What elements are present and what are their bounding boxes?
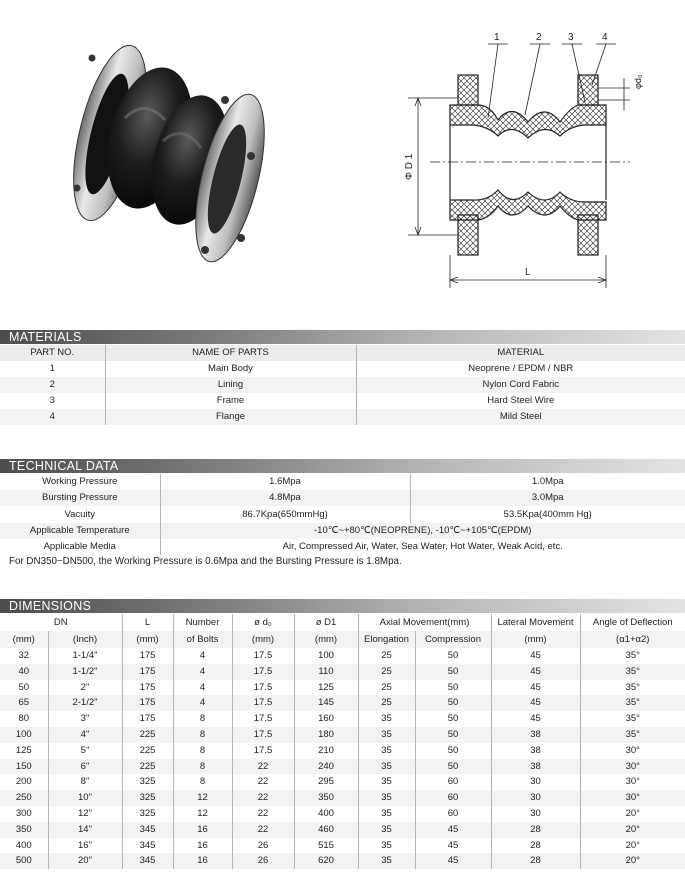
- tech-label: Working Pressure: [42, 476, 118, 488]
- bolt-hole-d0: 22: [232, 806, 294, 822]
- dn-inch: 6": [48, 759, 122, 775]
- lateral: 28: [491, 838, 580, 854]
- bolt-count: 4: [173, 648, 232, 664]
- dn-inch: 2": [48, 680, 122, 696]
- compression: 60: [415, 790, 491, 806]
- outer-d1: 145: [294, 695, 358, 711]
- elongation: 25: [358, 648, 415, 664]
- bolt-hole-d0: 17.5: [232, 711, 294, 727]
- materials-table: [0, 345, 685, 425]
- table-row: [0, 774, 685, 790]
- dn-inch: 16": [48, 838, 122, 854]
- lateral: 38: [491, 759, 580, 775]
- table-row: [0, 822, 685, 838]
- outer-d1: 620: [294, 853, 358, 869]
- bolt-count: 8: [173, 711, 232, 727]
- outer-d1: 180: [294, 727, 358, 743]
- dn-mm: 50: [0, 680, 48, 696]
- angle: 30°: [580, 790, 685, 806]
- bolt-hole-d0: 26: [232, 838, 294, 854]
- elongation: 35: [358, 790, 415, 806]
- length: 345: [122, 822, 173, 838]
- compression: 60: [415, 806, 491, 822]
- part-name: Flange: [105, 409, 356, 425]
- angle: 35°: [580, 680, 685, 696]
- header-l-unit: (mm): [122, 631, 173, 648]
- tech-label: Vacuity: [64, 508, 95, 520]
- length: 225: [122, 759, 173, 775]
- elongation: 35: [358, 853, 415, 869]
- dn-mm: 32: [0, 648, 48, 664]
- dn-inch: 1-1/4": [48, 648, 122, 664]
- compression: 50: [415, 648, 491, 664]
- bolt-count: 8: [173, 743, 232, 759]
- lateral: 30: [491, 806, 580, 822]
- lateral: 45: [491, 695, 580, 711]
- outer-d1: 210: [294, 743, 358, 759]
- elongation: 35: [358, 759, 415, 775]
- part-name: Frame: [105, 393, 356, 409]
- lateral: 45: [491, 664, 580, 680]
- dimensions-table: [0, 614, 685, 869]
- outer-d1: 400: [294, 806, 358, 822]
- dn-mm: 500: [15, 855, 32, 867]
- callout-3: 3: [568, 32, 574, 43]
- bolt-count: 12: [173, 790, 232, 806]
- outer-d1: 110: [294, 664, 358, 680]
- dn-mm: 200: [0, 774, 48, 790]
- header-name-of-parts: NAME OF PARTS: [105, 345, 356, 361]
- length: 345: [122, 838, 173, 854]
- length: 175: [122, 695, 173, 711]
- dn-mm: 150: [15, 760, 32, 772]
- angle: 20°: [580, 853, 685, 869]
- outer-d1: 350: [294, 790, 358, 806]
- tech-label: Bursting Pressure: [41, 492, 118, 504]
- elongation: 35: [358, 743, 415, 759]
- tech-value-1: 86.7Kpa(650mmHg): [160, 506, 410, 522]
- d1-label: Φ D 1: [404, 153, 415, 180]
- tech-value-2: 53.5Kpa(400mm Hg): [410, 506, 685, 522]
- compression: 50: [415, 727, 491, 743]
- bolt-hole-d0: 17.5: [232, 648, 294, 664]
- tech-value-span: -10℃~+80℃(NEOPRENE), -10℃~+105℃(EPDM): [160, 523, 685, 539]
- compression: 50: [415, 711, 491, 727]
- cross-section-drawing: [380, 30, 655, 298]
- header-inch: (Inch): [48, 631, 122, 648]
- elongation: 25: [358, 664, 415, 680]
- dn-inch: 4": [48, 727, 122, 743]
- header-axial: Axial Movement(mm): [358, 614, 491, 631]
- bolt-hole-d0: 17.5: [232, 727, 294, 743]
- bolt-count: 4: [173, 695, 232, 711]
- outer-d1: 460: [294, 822, 358, 838]
- header-angle: Angle of Deflection: [580, 614, 685, 631]
- dn-mm: 400: [0, 838, 48, 854]
- compression: 50: [415, 759, 491, 775]
- angle: 35°: [580, 711, 685, 727]
- angle: 20°: [580, 822, 685, 838]
- compression: 45: [415, 822, 491, 838]
- angle: 20°: [580, 838, 685, 854]
- dn-mm: 350: [15, 823, 32, 835]
- part-material: Neoprene / EPDM / NBR: [356, 361, 685, 377]
- angle: 35°: [580, 695, 685, 711]
- bolt-hole-d0: 22: [232, 759, 294, 775]
- length: 175: [122, 664, 173, 680]
- bolt-hole-d0: 22: [232, 774, 294, 790]
- table-row: [0, 361, 685, 377]
- table-row: [0, 727, 685, 743]
- bolt-count: 16: [173, 838, 232, 854]
- length: 175: [122, 680, 173, 696]
- pressure-note: For DN350~DN500, the Working Pressure is 0.6Mpa and the Bursting Pressure is 1.8Mpa.: [9, 556, 402, 567]
- part-material: Hard Steel Wire: [356, 393, 685, 409]
- tech-value-span: Air, Compressed Air, Water, Sea Water, Hot Water, Weak Acid, etc.: [160, 539, 685, 555]
- lateral: 28: [491, 822, 580, 838]
- tech-label: Applicable Media: [43, 540, 116, 552]
- dn-mm: 65: [18, 697, 30, 709]
- elongation: 35: [358, 806, 415, 822]
- table-row: [0, 648, 685, 664]
- bolt-hole-d0: 26: [232, 853, 294, 869]
- tech-value-2: 1.0Mpa: [410, 474, 685, 490]
- compression: 50: [415, 743, 491, 759]
- header-dn: DN: [0, 614, 122, 631]
- outer-d1: 240: [294, 759, 358, 775]
- elongation: 25: [358, 680, 415, 696]
- header-material: MATERIAL: [356, 345, 685, 361]
- compression: 45: [415, 838, 491, 854]
- elongation: 35: [358, 838, 415, 854]
- outer-d1: 295: [294, 774, 358, 790]
- angle: 30°: [580, 743, 685, 759]
- lateral: 30: [491, 774, 580, 790]
- bolt-count: 12: [173, 806, 232, 822]
- dn-mm: 100: [15, 728, 32, 740]
- bolt-hole-d0: 17.5: [232, 680, 294, 696]
- header-d0-unit: (mm): [232, 631, 294, 648]
- elongation: 35: [358, 727, 415, 743]
- dn-inch: 12": [48, 806, 122, 822]
- table-row: [0, 539, 685, 555]
- table-row: [0, 680, 685, 696]
- dimensions-header-row-1: [0, 614, 685, 631]
- angle: 30°: [580, 774, 685, 790]
- header-angle-unit: (α1+α2): [580, 631, 685, 648]
- header-of-bolts: of Bolts: [173, 631, 232, 648]
- l-label: L: [525, 267, 531, 278]
- part-no: 3: [49, 394, 55, 406]
- compression: 45: [415, 853, 491, 869]
- part-no: 2: [49, 378, 55, 390]
- table-row: [0, 393, 685, 409]
- length: 225: [122, 743, 173, 759]
- length: 175: [122, 648, 173, 664]
- materials-section-bar: [0, 330, 685, 344]
- lateral: 28: [491, 853, 580, 869]
- header-d1: ø D1: [294, 614, 358, 631]
- technical-title: TECHNICAL DATA: [9, 459, 119, 473]
- dn-mm: 250: [15, 792, 32, 804]
- part-material: Mild Steel: [356, 409, 685, 425]
- dimensions-title: DIMENSIONS: [9, 599, 92, 613]
- header-elongation: Elongation: [358, 631, 415, 648]
- dn-mm: 125: [0, 743, 48, 759]
- dn-mm: 300: [0, 806, 48, 822]
- header-compression: Compression: [415, 631, 491, 648]
- lateral: 30: [491, 790, 580, 806]
- part-name: Main Body: [105, 361, 356, 377]
- dimensions-section-bar: [0, 599, 685, 613]
- table-row: [0, 759, 685, 775]
- compression: 50: [415, 680, 491, 696]
- bolt-count: 4: [173, 680, 232, 696]
- angle: 35°: [580, 727, 685, 743]
- bolt-hole-d0: 17.5: [232, 695, 294, 711]
- bolt-count: 4: [173, 664, 232, 680]
- technical-table: [0, 474, 685, 555]
- materials-title: MATERIALS: [9, 330, 82, 344]
- table-row: [0, 474, 685, 490]
- compression: 50: [415, 695, 491, 711]
- callout-1: 1: [494, 32, 500, 43]
- outer-d1: 125: [294, 680, 358, 696]
- length: 325: [122, 806, 173, 822]
- callout-4: 4: [602, 32, 608, 43]
- lateral: 45: [491, 648, 580, 664]
- dn-inch: 8": [48, 774, 122, 790]
- header-bolts: Number: [173, 614, 232, 631]
- elongation: 35: [358, 711, 415, 727]
- bolt-hole-d0: 22: [232, 790, 294, 806]
- tech-value-1: 4.8Mpa: [160, 490, 410, 506]
- table-row: [0, 377, 685, 393]
- bolt-count: 16: [173, 853, 232, 869]
- lateral: 38: [491, 743, 580, 759]
- header-part-no: PART NO.: [30, 347, 75, 358]
- table-row: [0, 490, 685, 506]
- bolt-hole-d0: 22: [232, 822, 294, 838]
- part-no: 1: [49, 362, 55, 374]
- dn-inch: 1-1/2": [48, 664, 122, 680]
- part-no: 4: [49, 410, 55, 422]
- header-l: L: [122, 614, 173, 631]
- bolt-hole-d0: 17.5: [232, 664, 294, 680]
- outer-d1: 100: [294, 648, 358, 664]
- dn-inch: 3": [48, 711, 122, 727]
- table-row: [0, 711, 685, 727]
- dn-inch: 5": [48, 743, 122, 759]
- table-row: [0, 664, 685, 680]
- length: 325: [122, 790, 173, 806]
- header-d0: ø d₀: [232, 614, 294, 631]
- part-name: Lining: [105, 377, 356, 393]
- length: 325: [122, 774, 173, 790]
- header-mm: (mm): [12, 633, 35, 645]
- dn-inch: 2-1/2": [48, 695, 122, 711]
- bolt-hole-d0: 17.5: [232, 743, 294, 759]
- length: 225: [122, 727, 173, 743]
- length: 175: [122, 711, 173, 727]
- angle: 30°: [580, 759, 685, 775]
- dimensions-header-row-2: [0, 631, 685, 648]
- table-row: [0, 523, 685, 539]
- table-row: [0, 409, 685, 425]
- callout-2: 2: [536, 32, 542, 43]
- header-lateral-unit: (mm): [491, 631, 580, 648]
- elongation: 35: [358, 822, 415, 838]
- table-row: [0, 790, 685, 806]
- header-lateral: Lateral Movement: [491, 614, 580, 631]
- elongation: 25: [358, 695, 415, 711]
- dn-inch: 20": [48, 853, 122, 869]
- table-row: [0, 806, 685, 822]
- bolt-count: 8: [173, 727, 232, 743]
- elongation: 35: [358, 774, 415, 790]
- bolt-count: 16: [173, 822, 232, 838]
- dn-mm: 80: [0, 711, 48, 727]
- length: 345: [122, 853, 173, 869]
- lateral: 45: [491, 711, 580, 727]
- table-row: [0, 506, 685, 522]
- bolt-count: 8: [173, 774, 232, 790]
- table-row: [0, 743, 685, 759]
- materials-header-row: [0, 345, 685, 361]
- compression: 50: [415, 664, 491, 680]
- rubber-joint-photo: [55, 38, 280, 268]
- angle: 20°: [580, 806, 685, 822]
- d0-label: φd₀: [633, 74, 643, 89]
- compression: 60: [415, 774, 491, 790]
- part-material: Nylon Cord Fabric: [356, 377, 685, 393]
- angle: 35°: [580, 664, 685, 680]
- outer-d1: 160: [294, 711, 358, 727]
- tech-label: Applicable Temperature: [29, 524, 130, 536]
- dn-inch: 10": [48, 790, 122, 806]
- bolt-count: 8: [173, 759, 232, 775]
- dn-inch: 14": [48, 822, 122, 838]
- lateral: 45: [491, 680, 580, 696]
- dn-mm: 40: [18, 665, 30, 677]
- technical-section-bar: [0, 459, 685, 473]
- outer-d1: 515: [294, 838, 358, 854]
- angle: 35°: [580, 648, 685, 664]
- table-row: [0, 838, 685, 854]
- table-row: [0, 695, 685, 711]
- tech-value-2: 3.0Mpa: [410, 490, 685, 506]
- lateral: 38: [491, 727, 580, 743]
- header-d1-unit: (mm): [294, 631, 358, 648]
- tech-value-1: 1.6Mpa: [160, 474, 410, 490]
- table-row: [0, 853, 685, 869]
